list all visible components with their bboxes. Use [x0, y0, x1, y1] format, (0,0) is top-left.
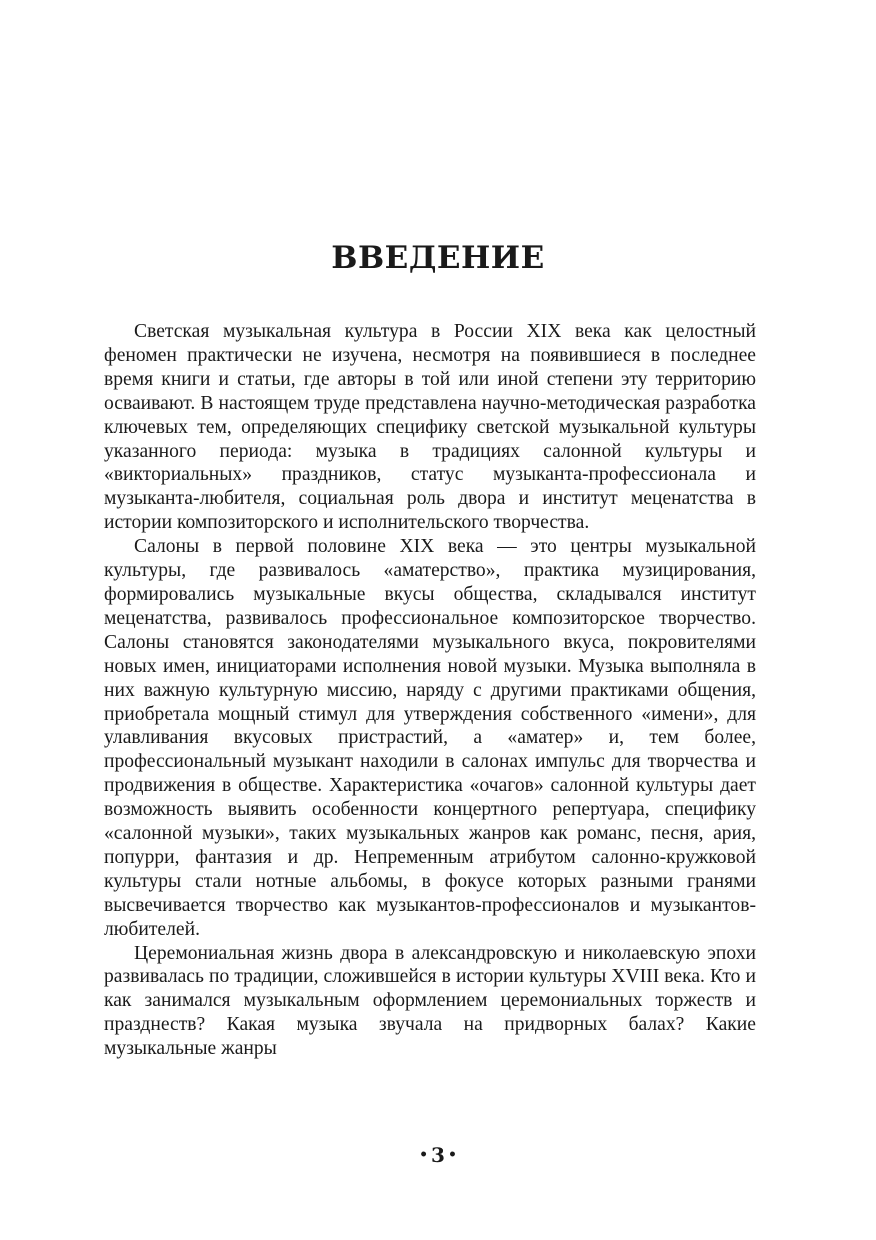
paragraph: Церемониальная жизнь двора в александровскую и николаевскую эпохи развивалась по традиции, сложившейся в истории культуры XVIII века. Кто и как занимался музыкальным оформлением церемониальных торжеств и празднеств? Какая музыка звучала на придворных балах? Какие музыкальные жанры — [104, 942, 756, 1060]
paragraph: Салоны в первой половине XIX века — это центры музыкальной культуры, где развивалось «аматерство», практика музицирования, формировались музыкальные вкусы общества, складывался институт меценатства, развивалось профессиональное композиторское творчество. Салоны становятся законодателями музыкального вкуса, покровителями новых имен, инициаторами исполнения новой музыки. Музыка выполняла в них важную культурную миссию, наряду с другими практиками общения, приобретала мощный стимул для утверждения собственного «имени», для улавливания вкусовых пристрастий, а «аматер» и, тем более, профессиональный музыкант находили в салонах импульс для творчества и продвижения в обществе. Характеристика «очагов» салонной культуры дает возможность выявить особенности концертного репертуара, специфику «салонной музыки», таких музыкальных жанров как романс, песня, ария, попурри, фантазия и др. Непременным атрибутом салонно-кружковой культуры стали нотные альбомы, в фокусе которых разными гранями высвечивается творчество как музыкантов-профессионалов и музыкантов-любителей. — [104, 536, 756, 940]
page-number-footer — [0, 1142, 876, 1168]
bullet-icon: • — [419, 1147, 429, 1163]
chapter-title: ВВЕДЕНИЕ — [331, 240, 545, 276]
bullet-icon: • — [447, 1147, 457, 1163]
page-number: 3 — [431, 1143, 445, 1167]
paragraph: Светская музыкальная культура в России XIX века как целостный феномен практически не изучена, несмотря на появившиеся в последнее время книги и статьи, где авторы в той или иной степени эту территорию осваивают. В настоящем труде представлена научно-методическая разработка ключевых тем, определяющих специфику светской музыкальной культуры указанного периода: музыка в традициях салонной культуры и «викториальных» праздников, статус музыканта-профессионала и музыканта-любителя, социальная роль двора и институт меценатства в истории композиторского и исполнительского творчества. — [104, 321, 756, 534]
body-text — [104, 320, 756, 1061]
